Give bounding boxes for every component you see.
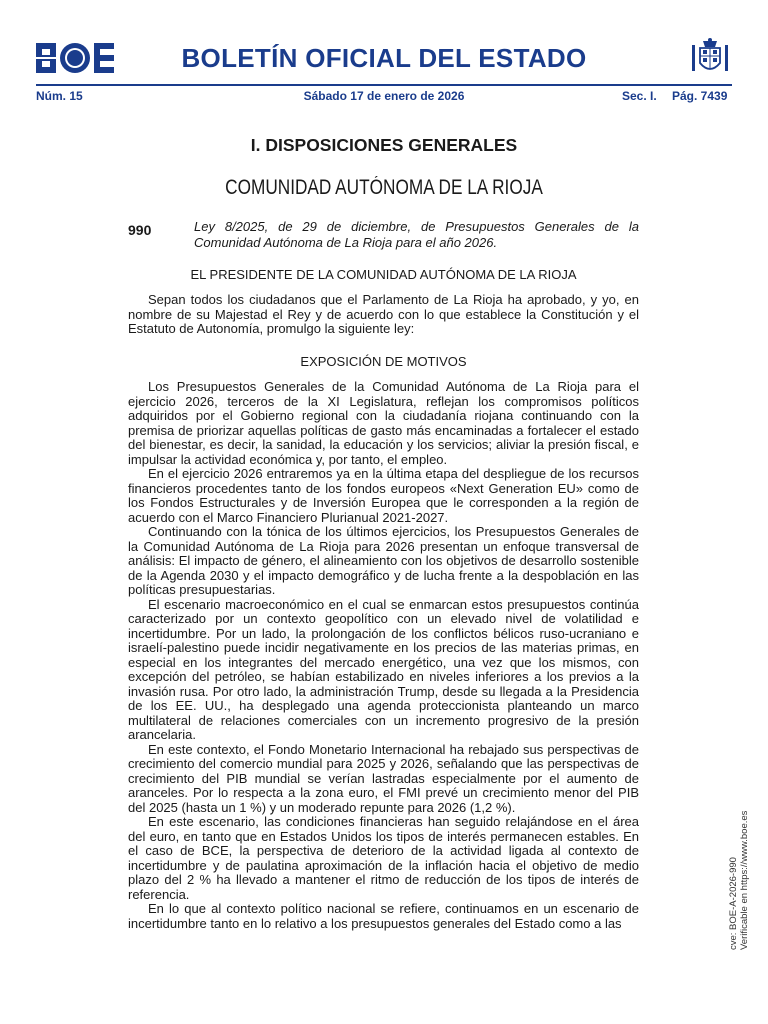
masthead-title: BOLETÍN OFICIAL DEL ESTADO xyxy=(181,43,587,73)
exposicion-body xyxy=(128,380,639,931)
paragraph: En lo que al contexto político nacional se refiere, continuamos en un escenario de incertidumbre tanto en lo relativo a los presupuestos generales del Estado como a las xyxy=(128,901,639,931)
community-title: COMUNIDAD AUTÓNOMA DE LA RIOJA xyxy=(225,176,543,199)
paragraph: En este contexto, el Fondo Monetario Internacional ha rebajado sus perspectivas de crecimiento del comercio mundial para 2025 y 2026, señalando que las perspectivas de crecimiento del PIB mundial se verían lastradas especialmente por el aumento de aranceles. Por lo respecta a la zona euro, el FMI prevé un crecimiento menor del PIB del 2025 (hasta un 1 %) y un moderado repunte para 2026 (1,2 %). xyxy=(128,741,639,815)
president-heading: EL PRESIDENTE DE LA COMUNIDAD AUTÓNOMA DE LA RIOJA xyxy=(190,267,577,282)
verification-sidebar xyxy=(728,811,750,950)
law-number: 990 xyxy=(128,222,152,238)
paragraph: En el ejercicio 2026 entraremos ya en la última etapa del despliegue de los recursos financieros procedentes tanto de los fondos europeos «Next Generation EU» como de los Fondos Estructurales y de Inversión Europea que le corresponden a la región de acuerdo con el Marco Financiero Plurianual 2021-2027. xyxy=(128,466,639,525)
issue-date: Sábado 17 de enero de 2026 xyxy=(303,89,465,103)
paragraph: Continuando con la tónica de los últimos ejercicios, los Presupuestos Generales de la Comunidad Autónoma de La Rioja para 2026 presentan un enfoque transversal de análisis: El impacto de género, el alineamiento con los objetivos de desarrollo sostenible de la Agenda 2030 y el impacto demográfico y de lucha frente a la despoblación en las políticas presupuestarias. xyxy=(128,524,639,597)
paragraph: En este escenario, las condiciones financieras han seguido relajándose en el área del euro, en tanto que en Estados Unidos los tipos de interés permanecen estables. En el caso de BCE, la perspectiva de deterioro de la actividad ligada al contexto de incertidumbre y de paulatina aproximación de la inflación hacia el objetivo de medio plazo del 2 % ha llevado a mantener el ritmo de reducción de los tipos de interés de referencia. xyxy=(128,814,639,902)
verification-link[interactable]: Verificable en https://www.boe.es xyxy=(739,810,750,950)
section-title: I. DISPOSICIONES GENERALES xyxy=(250,135,518,155)
page-number: Pág. 7439 xyxy=(672,89,728,103)
coat-of-arms-icon xyxy=(690,37,730,82)
boe-logo xyxy=(36,42,114,79)
paragraph: Sepan todos los ciudadanos que el Parlamento de La Rioja ha aprobado, y yo, en nombre de su Majestad el Rey y de acuerdo con lo que establece la Constitución y el Estatuto de Autonomía, promulgo la siguiente ley: xyxy=(128,292,639,336)
header-rule xyxy=(36,84,732,86)
section-label: Sec. I. xyxy=(622,89,657,103)
issue-number: Núm. 15 xyxy=(36,89,83,103)
paragraph: El escenario macroeconómico en el cual se enmarcan estos presupuestos continúa caracterizado por un contexto geopolítico con un elevado nivel de volatilidad e incertidumbre. Por un lado, la prolongación de los conflictos bélicos ruso-ucraniano e israelí-palestino puede incidir negativamente en los precios de las materias primas, en especial en los integrantes del mercado energético, una vez que los mismos, con excepción del petróleo, se habían estabilizado en niveles inferiores a los previos a la invasión rusa. Por otro lado, la administración Trump, desde su llegada a la Presidencia de los EE. UU., ha desplegado una agenda proteccionista planteando un marco multilateral de relaciones comerciales con un incremento progresivo de la presión arancelaria. xyxy=(128,596,639,742)
promulgation-text xyxy=(128,293,639,337)
law-title: Ley 8/2025, de 29 de diciembre, de Presupuestos Generales de la Comunidad Autónoma de La Rioja para el año 2026. xyxy=(194,219,639,250)
paragraph: Los Presupuestos Generales de la Comunidad Autónoma de La Rioja para el ejercicio 2026, terceros de la XI Legislatura, reflejan los compromisos políticos adquiridos por el Gobierno regional con la ciudadanía riojana continuando con la premisa de priorizar aquellas políticas de gasto más encaminadas a fortalecer el estado del bienestar, es decir, la sanidad, la educación y los servicios; aliviar la presión fiscal, e impulsar la actividad económica y, por tanto, el empleo. xyxy=(128,379,639,467)
cve-code: cve: BOE-A-2026-990 xyxy=(728,857,739,950)
exposicion-heading: EXPOSICIÓN DE MOTIVOS xyxy=(300,354,467,369)
